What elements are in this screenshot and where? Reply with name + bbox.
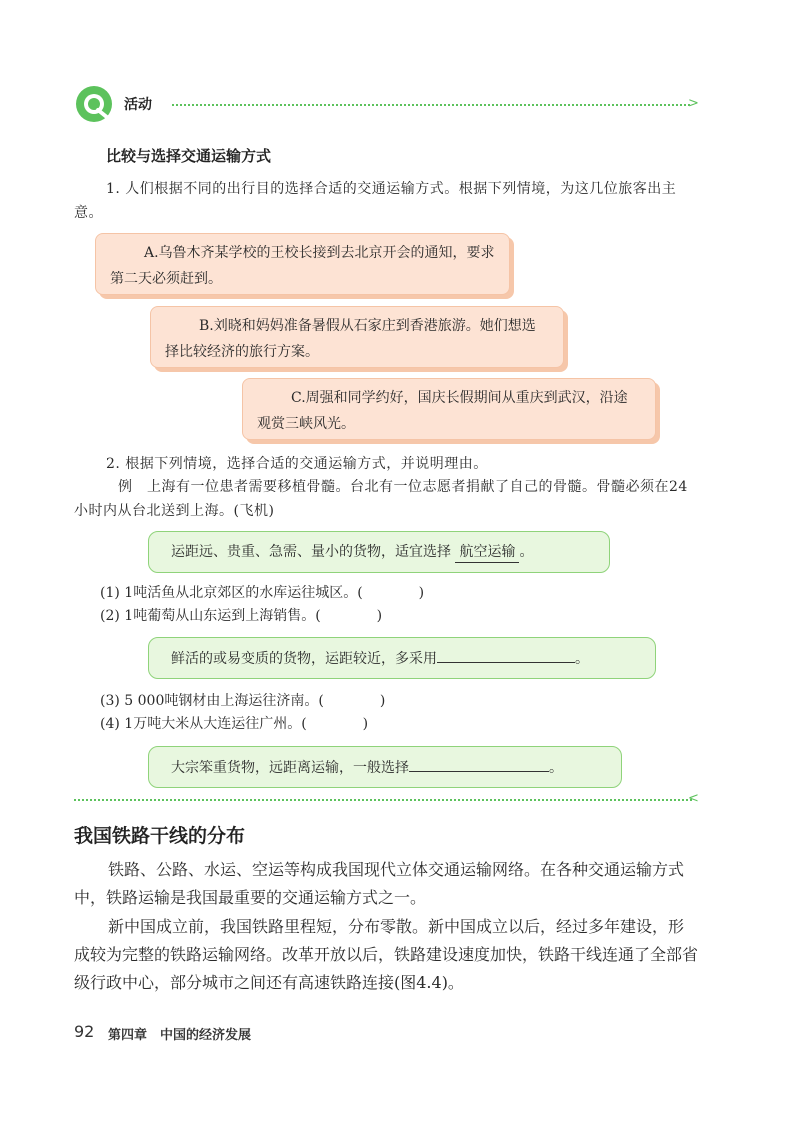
example-text: 例 上海有一位患者需要移植骨髓。台北有一位志愿者捐献了自己的骨髓。骨髓必须在24小时内从台北送到上海。(飞机) <box>74 479 688 519</box>
body-paragraph-2: 新中国成立前，我国铁路里程短，分布零散。新中国成立以后，经过多年建设，形成较为完整的铁路运输网络。改革开放以后，铁路建设速度加快，铁路干线连通了全部省级行政中心，部分城市之间还有高速铁路连接(图4.4)。 <box>74 917 699 992</box>
question-2: 2. 根据下列情境，选择合适的交通运输方式，并说明理由。 <box>106 456 488 472</box>
scenario-c-box: C.周强和同学约好，国庆长假期间从重庆到武汉，沿途观赏三峡风光。 <box>242 378 656 440</box>
question-1: 1. 人们根据不同的出行目的选择合适的交通运输方式。根据下列情境，为这几位旅客出主意。 <box>74 181 677 221</box>
item-4: (4) 1万吨大米从大连运往广州。( ) <box>100 716 369 732</box>
answer-blank-fresh[interactable] <box>437 648 575 663</box>
activity-divider-bottom <box>74 799 692 801</box>
section-title: 我国铁路干线的分布 <box>74 825 246 847</box>
item-2: (2) 1吨葡萄从山东运到上海销售。( ) <box>100 608 383 624</box>
scenario-a-box: A.乌鲁木齐某学校的王校长接到去北京开会的通知，要求第二天必须赶到。 <box>95 233 510 295</box>
page-number: 92 <box>74 1022 95 1041</box>
activity-divider-top <box>172 104 690 106</box>
item-3: (3) 5 000吨钢材由上海运往济南。( ) <box>100 693 386 709</box>
activity-title: 活动 <box>124 97 152 113</box>
hint-bulk-end: 。 <box>549 760 563 776</box>
item-1: (1) 1吨活鱼从北京郊区的水库运往城区。( ) <box>100 585 425 601</box>
hint-bulk-text: 大宗笨重货物，远距离运输，一般选择 <box>171 760 409 776</box>
body-paragraph-1: 铁路、公路、水运、空运等构成我国现代立体交通运输网络。在各种交通运输方式中，铁路运输是我国最重要的交通运输方式之一。 <box>74 860 685 907</box>
hint-box-air <box>148 531 610 573</box>
hint-box-fresh <box>148 637 656 679</box>
chapter-title: 第四章 中国的经济发展 <box>108 1028 252 1043</box>
arrow-right-icon: > <box>688 96 699 111</box>
answer-blank-bulk[interactable] <box>409 757 549 772</box>
hint-air-answer: 航空运输 <box>455 542 519 563</box>
hint-air-end: 。 <box>519 544 534 560</box>
hint-fresh-end: 。 <box>575 651 589 667</box>
hint-fresh-text: 鲜活的或易变质的货物，运距较近，多采用 <box>171 651 437 667</box>
arrow-left-icon: < <box>688 791 699 806</box>
activity-subheading: 比较与选择交通运输方式 <box>106 147 272 165</box>
activity-logo-icon <box>74 84 114 124</box>
hint-box-bulk <box>148 746 622 788</box>
hint-air-text: 运距远、贵重、急需、量小的货物，适宜选择 <box>171 544 451 560</box>
scenario-b-box: B.刘晓和妈妈准备暑假从石家庄到香港旅游。她们想选择比较经济的旅行方案。 <box>150 306 564 368</box>
